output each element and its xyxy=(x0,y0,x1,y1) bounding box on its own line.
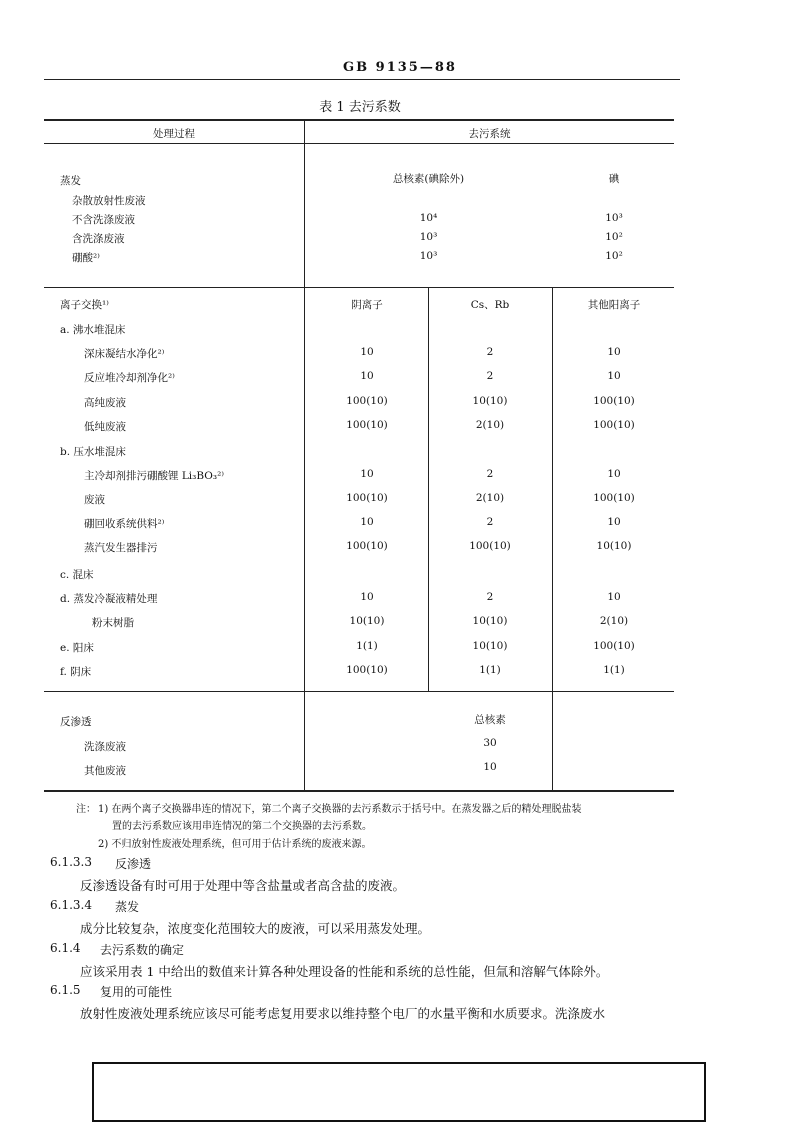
cell-value: 2 xyxy=(486,346,494,358)
evap-subtitle: 杂散放射性废液 xyxy=(72,195,146,207)
cell-value: 10 xyxy=(360,370,374,382)
standard-number: GB 9135—88 xyxy=(343,60,457,75)
cell-value: 1(1) xyxy=(603,664,625,676)
header-bottom-rule xyxy=(44,143,674,144)
cell-value: 10(10) xyxy=(472,640,508,652)
row-label: 含洗涤废液 xyxy=(72,233,125,245)
cell-value: 10(10) xyxy=(472,395,508,407)
cell-value: 2(10) xyxy=(475,419,505,431)
ion-header-csrb: Cs、Rb xyxy=(470,299,510,311)
cell-value: 10(10) xyxy=(472,615,508,627)
cell-value: 10 xyxy=(360,516,374,528)
cell-value: 10(10) xyxy=(349,615,385,627)
section-text: 放射性废液处理系统应该尽可能考虑复用要求以维持整个电厂的水量平衡和水质要求。洗涤废水 xyxy=(80,1006,606,1021)
cell-value: 100(10) xyxy=(346,395,388,407)
cell-value: 100(10) xyxy=(593,395,635,407)
cell-value: 1(1) xyxy=(356,640,378,652)
cell-value: 2 xyxy=(486,370,494,382)
row-label: 深床凝结水净化²⁾ xyxy=(84,348,165,360)
evap-header-iodine: 碘 xyxy=(608,173,620,185)
cell-value: 10 xyxy=(607,516,621,528)
ion-header-anion: 阴离子 xyxy=(351,299,383,311)
row-label: 粉末树脂 xyxy=(92,617,134,629)
evap-title: 蒸发 xyxy=(60,175,81,187)
cell-value: 10 xyxy=(360,468,374,480)
row-label: e. 阳床 xyxy=(60,642,94,654)
cell-value: 100(10) xyxy=(593,419,635,431)
row-label: d. 蒸发冷凝液精处理 xyxy=(60,593,158,605)
cell-value: 100(10) xyxy=(593,492,635,504)
cell-value: 10³ xyxy=(419,250,438,262)
section-number: 6.1.4 xyxy=(50,941,81,955)
cell-value: 100(10) xyxy=(593,640,635,652)
table-bottom-rule xyxy=(44,790,674,792)
row-label: b. 压水堆混床 xyxy=(60,446,126,458)
cell-value: 2(10) xyxy=(475,492,505,504)
cell-value: 10³ xyxy=(419,231,438,243)
section-number: 6.1.3.3 xyxy=(50,855,92,869)
cell-value: 30 xyxy=(483,737,497,749)
cell-value: 100(10) xyxy=(346,664,388,676)
ro-header-total: 总核素 xyxy=(474,714,506,726)
row-label: c. 混床 xyxy=(60,569,94,581)
ro-title: 反渗透 xyxy=(60,716,92,728)
cell-value: 100(10) xyxy=(346,492,388,504)
row-label: 蒸汽发生器排污 xyxy=(84,542,158,554)
header-rule xyxy=(44,79,680,80)
section-rule-1 xyxy=(44,287,674,288)
section-text: 成分比较复杂，浓度变化范围较大的废液，可以采用蒸发处理。 xyxy=(80,921,431,936)
section-title: 去污系数的确定 xyxy=(100,943,185,957)
row-label: 废液 xyxy=(84,494,105,506)
section-rule-2 xyxy=(44,691,674,692)
row-label: 洗涤废液 xyxy=(84,741,126,753)
cell-value: 100(10) xyxy=(469,540,511,552)
row-label: 低纯废液 xyxy=(84,421,126,433)
section-number: 6.1.3.4 xyxy=(50,898,92,912)
cell-value: 1(1) xyxy=(479,664,501,676)
row-label: 主冷却剂排污硼酸锂 Li₃BO₃²⁾ xyxy=(84,470,224,482)
cell-value: 2 xyxy=(486,468,494,480)
row-label: 高纯废液 xyxy=(84,397,126,409)
cell-value: 10 xyxy=(607,468,621,480)
note-2: 2) 不归放射性废液处理系统，但可用于估计系统的废液来源。 xyxy=(98,839,372,850)
cell-value: 10 xyxy=(607,346,621,358)
notes-label: 注： xyxy=(76,804,96,815)
cell-value: 10 xyxy=(607,370,621,382)
note-1-continued: 置的去污系数应该用串连情况的第二个交换器的去污系数。 xyxy=(112,821,372,832)
row-label: a. 沸水堆混床 xyxy=(60,324,126,336)
cell-value: 10 xyxy=(360,346,374,358)
ion-title: 离子交换¹⁾ xyxy=(60,299,109,311)
cell-value: 100(10) xyxy=(346,540,388,552)
ion-header-other: 其他阳离子 xyxy=(587,299,641,311)
row-label: 不含洗涤废液 xyxy=(72,214,135,226)
cell-value: 10² xyxy=(605,250,623,262)
cell-value: 10³ xyxy=(605,212,623,224)
cell-value: 10 xyxy=(360,591,374,603)
cell-value: 2 xyxy=(486,516,494,528)
col-header-system: 去污系统 xyxy=(468,128,511,140)
cell-value: 100(10) xyxy=(346,419,388,431)
section-number: 6.1.5 xyxy=(50,983,81,997)
col-header-process: 处理过程 xyxy=(153,128,195,140)
row-label: 硼酸²⁾ xyxy=(72,252,100,264)
row-label: f. 阴床 xyxy=(60,666,92,678)
cell-value: 10(10) xyxy=(596,540,632,552)
table-caption: 表 1 去污系数 xyxy=(319,100,401,115)
bottom-frame xyxy=(92,1062,706,1122)
row-label: 反应堆冷却剂净化²⁾ xyxy=(84,372,175,384)
section-text: 反渗透设备有时可用于处理中等含盐量或者高含盐的废液。 xyxy=(80,878,406,893)
note-1: 1) 在两个离子交换器串连的情况下，第二个离子交换器的去污系数示于括号中。在蒸发器之后的精处理脱盐装 xyxy=(98,804,582,815)
row-label: 硼回收系统供料²⁾ xyxy=(84,518,165,530)
cell-value: 10 xyxy=(607,591,621,603)
section-title: 复用的可能性 xyxy=(100,985,173,999)
evap-header-total: 总核素(碘除外) xyxy=(392,173,465,185)
section-title: 反渗透 xyxy=(115,857,152,871)
cell-value: 10⁴ xyxy=(419,212,438,224)
row-label: 其他废液 xyxy=(84,765,126,777)
cell-value: 2(10) xyxy=(599,615,629,627)
cell-value: 10² xyxy=(605,231,623,243)
cell-value: 10 xyxy=(483,761,497,773)
cell-value: 2 xyxy=(486,591,494,603)
section-text: 应该采用表 1 中给出的数值来计算各种处理设备的性能和系统的总性能，但氚和溶解气体除外。 xyxy=(80,964,609,979)
table-top-rule xyxy=(44,119,674,121)
section-title: 蒸发 xyxy=(115,900,140,914)
